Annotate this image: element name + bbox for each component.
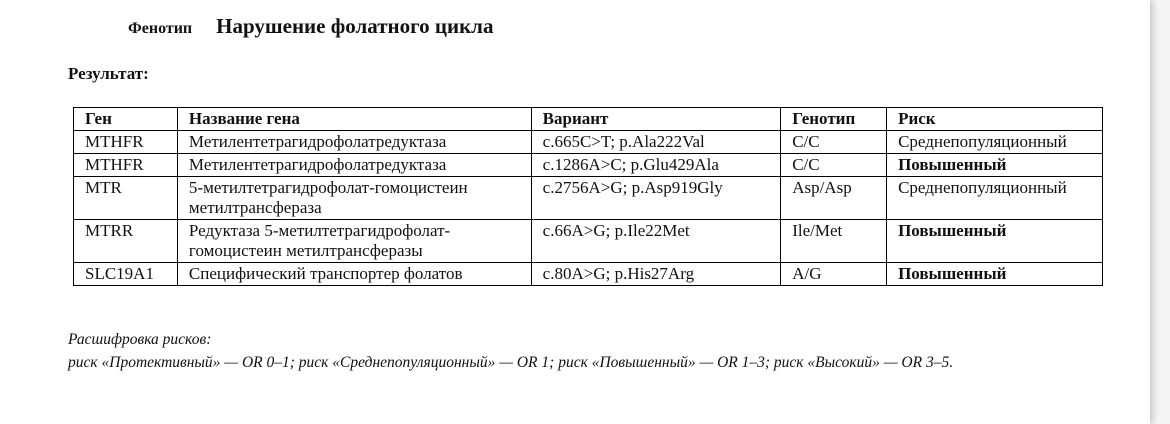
- genotype-cell: A/G: [781, 263, 887, 286]
- variant-cell: c.2756A>G; p.Asp919Gly: [531, 177, 781, 220]
- risk-cell: Среднепопуляционный: [887, 177, 1103, 220]
- risk-legend: [68, 328, 953, 374]
- phenotype-line: [128, 14, 493, 39]
- table-row: [74, 131, 1103, 154]
- table-header-row: [74, 108, 1103, 131]
- risk-cell: Повышенный: [887, 263, 1103, 286]
- gene-cell: MTHFR: [74, 154, 178, 177]
- gene-name-cell: Специфический транспортер фолатов: [177, 263, 531, 286]
- gene-name-cell: Метилентетрагидрофолатредуктаза: [177, 154, 531, 177]
- genotype-cell: Asp/Asp: [781, 177, 887, 220]
- gene-name-cell: 5-метилтетрагидрофолат-гомоцистеин метилтрансфераза: [177, 177, 531, 220]
- gene-name-cell: Метилентетрагидрофолатредуктаза: [177, 131, 531, 154]
- legend-title: Расшифровка рисков:: [68, 331, 212, 348]
- table-row: [74, 177, 1103, 220]
- table-row: [74, 263, 1103, 286]
- table-row: [74, 220, 1103, 263]
- header-gene-name: Название гена: [177, 108, 531, 131]
- risk-cell: Повышенный: [887, 154, 1103, 177]
- variant-cell: c.66A>G; p.Ile22Met: [531, 220, 781, 263]
- risk-cell: Повышенный: [887, 220, 1103, 263]
- header-genotype: Генотип: [781, 108, 887, 131]
- header-variant: Вариант: [531, 108, 781, 131]
- genotype-cell: C/C: [781, 131, 887, 154]
- legend-text: риск «Протективный» — OR 0–1; риск «Среднепопуляционный» — OR 1; риск «Повышенный» — OR 1–3; риск «Высокий» — OR 3–5.: [68, 354, 954, 371]
- variant-cell: c.1286A>C; p.Glu429Ala: [531, 154, 781, 177]
- genes-table: [73, 107, 1103, 286]
- header-gene: Ген: [74, 108, 178, 131]
- gene-cell: MTRR: [74, 220, 178, 263]
- genotype-cell: C/C: [781, 154, 887, 177]
- risk-cell: Среднепопуляционный: [887, 131, 1103, 154]
- gene-name-cell: Редуктаза 5-метилтетрагидрофолат-гомоцистеин метилтрансферазы: [177, 220, 531, 263]
- gene-cell: SLC19A1: [74, 263, 178, 286]
- table-row: [74, 154, 1103, 177]
- gene-cell: MTHFR: [74, 131, 178, 154]
- variant-cell: c.665C>T; p.Ala222Val: [531, 131, 781, 154]
- phenotype-value: Нарушение фолатного цикла: [216, 14, 494, 38]
- variant-cell: c.80A>G; p.His27Arg: [531, 263, 781, 286]
- result-label: Результат:: [68, 64, 149, 83]
- genotype-cell: Ile/Met: [781, 220, 887, 263]
- phenotype-label: Фенотип: [128, 20, 193, 37]
- header-risk: Риск: [887, 108, 1103, 131]
- gene-cell: MTR: [74, 177, 178, 220]
